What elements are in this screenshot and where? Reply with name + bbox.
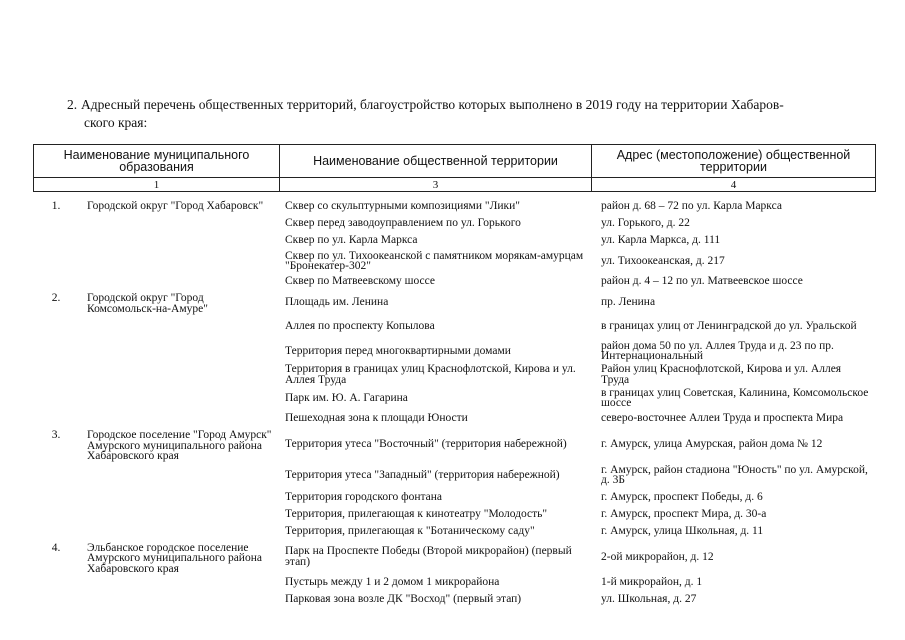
municipality-cell xyxy=(83,489,279,506)
territory-cell: Пешеходная зона к площади Юности xyxy=(285,412,468,425)
territory-cell: Территория городского фонтана xyxy=(285,490,443,503)
row-number xyxy=(33,386,83,410)
intro-line-1: Адресный перечень общественных территорий, благоустройство которых выполнено в 2019 году на территории Хабаров- xyxy=(81,97,784,112)
header-address: Адрес (местоположение) общественной территории xyxy=(592,145,876,178)
address-cell: пр. Ленина xyxy=(601,295,656,308)
table-row xyxy=(33,215,875,232)
territory-cell: Сквер со скульптурными композициями "Лики" xyxy=(285,200,520,213)
territory-cell: Сквер по Матвеевскому шоссе xyxy=(285,275,436,288)
address-cell: ул. Школьная, д. 27 xyxy=(601,593,697,606)
municipality-cell xyxy=(83,506,279,523)
territory-cell: Аллея по проспекту Копылова xyxy=(285,320,435,333)
table-row xyxy=(33,249,875,273)
row-number xyxy=(33,314,83,339)
municipality-cell: Городской округ "Город Хабаровск" xyxy=(87,200,264,212)
address-cell: г. Амурск, район стадиона "Юность" по ул. Амурской, д. 3Б xyxy=(601,463,868,486)
table-row xyxy=(33,198,875,215)
header-index-row xyxy=(34,178,876,192)
territory-cell: Парк им. Ю. А. Гагарина xyxy=(285,391,408,404)
municipality-cell xyxy=(83,462,279,489)
municipality-cell xyxy=(83,410,279,427)
intro-number: 2. xyxy=(67,97,78,112)
row-number xyxy=(33,489,83,506)
address-cell: Район улиц Краснофлотской, Кирова и ул. Аллея Труда xyxy=(601,363,842,386)
row-number xyxy=(33,591,83,608)
municipality-cell xyxy=(83,523,279,540)
row-number: 2. xyxy=(51,292,61,304)
address-cell: район д. 68 – 72 по ул. Карла Маркса xyxy=(601,200,782,213)
address-cell: в границах улиц от Ленинградской до ул. Уральской xyxy=(601,320,857,333)
row-number xyxy=(33,574,83,591)
table-row xyxy=(33,363,875,386)
address-cell: ул. Карла Маркса, д. 111 xyxy=(601,234,721,247)
table-row xyxy=(33,462,875,489)
header-municipality: Наименование муниципального образования xyxy=(34,145,280,178)
table-row xyxy=(33,506,875,523)
address-cell: район дома 50 по ул. Аллея Труда и д. 23 по пр. Интернациональный xyxy=(601,339,834,362)
table-row xyxy=(33,314,875,339)
municipality-cell xyxy=(83,591,279,608)
territory-cell: Сквер по ул. Тихоокеанской с памятником морякам-амурцам "Бронекатер-302" xyxy=(285,249,584,272)
row-number xyxy=(33,410,83,427)
index-territory: 3 xyxy=(280,178,592,192)
row-number: 3. xyxy=(51,429,61,441)
address-cell: ул. Тихоокеанская, д. 217 xyxy=(601,254,725,267)
municipality-cell xyxy=(83,232,279,249)
territory-cell: Территория утеса "Западный" (территория набережной) xyxy=(285,468,560,481)
territory-cell: Парковая зона возле ДК "Восход" (первый этап) xyxy=(285,593,522,606)
municipality-cell xyxy=(83,574,279,591)
municipality-cell xyxy=(83,363,279,386)
row-number xyxy=(33,249,83,273)
municipality-cell: Городской округ "Город Комсомольск-на-Амуре" xyxy=(87,292,208,315)
table-row xyxy=(33,339,875,363)
table-row xyxy=(33,427,875,462)
address-cell: 2-ой микрорайон, д. 12 xyxy=(601,550,714,563)
header-territory: Наименование общественной территории xyxy=(280,145,592,178)
table-row xyxy=(33,273,875,290)
address-cell: ул. Горького, д. 22 xyxy=(601,217,690,230)
table-row xyxy=(33,523,875,540)
territory-cell: Парк на Проспекте Победы (Второй микрорайон) (первый этап) xyxy=(285,545,572,568)
row-number xyxy=(33,215,83,232)
row-number xyxy=(33,273,83,290)
table-row xyxy=(33,591,875,608)
address-cell: северо-восточнее Аллеи Труда и проспекта Мира xyxy=(601,412,844,425)
row-number: 1. xyxy=(51,200,61,212)
municipality-cell: Эльбанское городское поселение Амурского муниципального района Хабаровского края xyxy=(87,541,262,575)
index-municipality: 1 xyxy=(34,178,280,192)
row-number: 4. xyxy=(51,541,61,554)
intro-line-2: ского края: xyxy=(84,115,148,130)
address-cell: 1-й микрорайон, д. 1 xyxy=(601,576,703,589)
address-cell: г. Амурск, проспект Мира, д. 30-а xyxy=(601,507,767,520)
municipality-cell xyxy=(83,386,279,410)
table-header xyxy=(33,144,876,192)
municipality-cell xyxy=(83,314,279,339)
territory-cell: Территория в границах улиц Краснофлотской, Кирова и ул. Аллея Труда xyxy=(285,363,576,386)
municipality-cell: Городское поселение "Город Амурск" Амурского муниципального района Хабаровского края xyxy=(87,429,272,462)
territory-cell: Территория утеса "Восточный" (территория набережной) xyxy=(285,438,567,450)
municipality-cell xyxy=(83,339,279,363)
row-number xyxy=(33,363,83,386)
row-number xyxy=(33,339,83,363)
territory-cell: Сквер перед заводоуправлением по ул. Горького xyxy=(285,217,521,230)
row-number xyxy=(33,462,83,489)
table-row xyxy=(33,232,875,249)
address-cell: г. Амурск, улица Амурская, район дома № 12 xyxy=(601,438,823,450)
address-cell: в границах улиц Советская, Калинина, Комсомольское шоссе xyxy=(601,386,869,409)
table-row xyxy=(33,489,875,506)
table-row xyxy=(33,290,875,314)
table-row xyxy=(33,410,875,427)
index-address: 4 xyxy=(592,178,876,192)
municipality-cell xyxy=(83,249,279,273)
territories-table xyxy=(33,198,875,608)
territory-cell: Территория, прилегающая к "Ботаническому саду" xyxy=(285,524,535,537)
municipality-cell xyxy=(83,215,279,232)
row-number xyxy=(33,232,83,249)
table-row xyxy=(33,574,875,591)
territory-cell: Сквер по ул. Карла Маркса xyxy=(285,234,418,247)
territory-cell: Пустырь между 1 и 2 домом 1 микрорайона xyxy=(285,576,500,589)
intro-paragraph xyxy=(67,96,867,132)
address-cell: г. Амурск, проспект Победы, д. 6 xyxy=(601,490,763,503)
table-body xyxy=(33,198,875,608)
header-row xyxy=(34,145,876,178)
address-cell: район д. 4 – 12 по ул. Матвеевское шоссе xyxy=(601,275,803,288)
territory-cell: Площадь им. Ленина xyxy=(285,295,389,308)
table-row xyxy=(33,540,875,575)
table-row xyxy=(33,386,875,410)
row-number xyxy=(33,506,83,523)
territory-cell: Территория, прилегающая к кинотеатру "Молодость" xyxy=(285,507,548,520)
municipality-cell xyxy=(83,273,279,290)
territory-cell: Территория перед многоквартирными домами xyxy=(285,344,511,357)
address-cell: г. Амурск, улица Школьная, д. 11 xyxy=(601,524,764,537)
row-number xyxy=(33,523,83,540)
